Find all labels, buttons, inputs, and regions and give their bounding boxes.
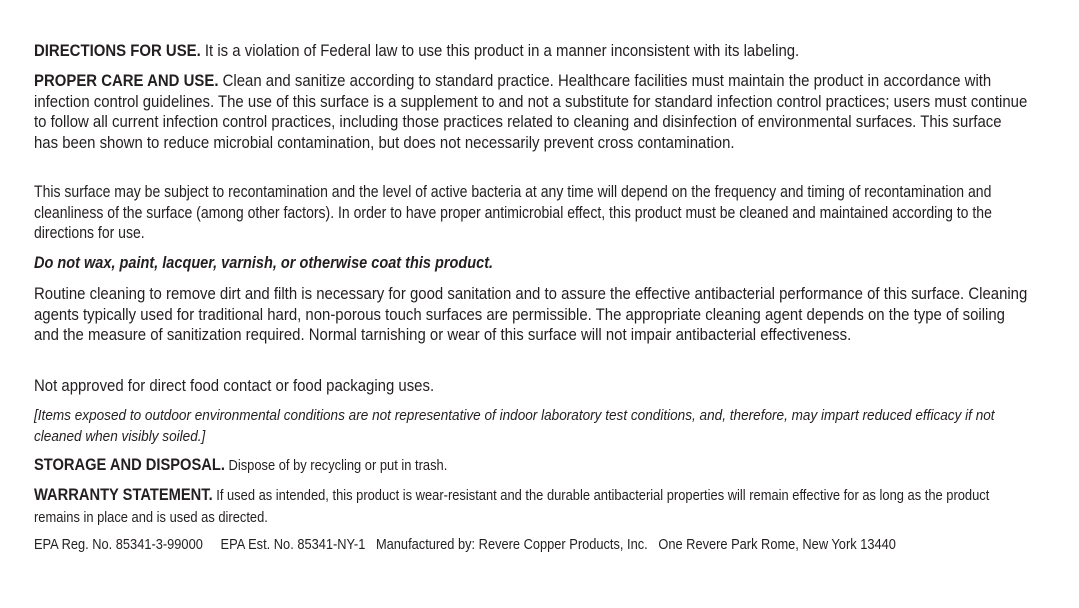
warranty-text: If used as intended, this product is wear-resistant and the durable antibacterial properties will remain effective for as long as the product remains in place and is used as directed. (34, 488, 990, 526)
manufacturer: Manufactured by: Revere Copper Products, Inc. (375, 537, 648, 553)
directions-text: It is a violation of Federal law to use this product in a manner inconsistent with its labeling. (200, 42, 800, 60)
proper-care-heading: PROPER CARE AND USE. (34, 72, 219, 90)
warranty-paragraph (34, 485, 1028, 527)
storage-text: Dispose of by recycling or put in trash. (224, 458, 448, 474)
epa-reg-number: EPA Reg. No. 85341-3-99000 (34, 537, 203, 553)
food-contact-paragraph: Not approved for direct food contact or food packaging uses. (34, 377, 435, 395)
warranty-heading: WARRANTY STATEMENT. (34, 486, 213, 504)
epa-footer (34, 535, 1048, 555)
proper-care-text: Clean and sanitize according to standard practice. Healthcare facilities must maintain the product in accordance with infection control guidelines. The use of this surface is a supplement to and not a substitute for standard infection control practices; users must continue to follow all current infection control practices, including those practices related to cleaning and disinfection of environmental surfaces. This surface has been shown to reduce microbial contamination, but does not necessarily prevent cross contamination. (34, 72, 1028, 152)
epa-est-number: EPA Est. No. 85341-NY-1 (220, 537, 366, 553)
product-label (34, 41, 1028, 555)
directions-paragraph (34, 41, 1028, 62)
storage-paragraph (34, 455, 1028, 476)
routine-cleaning-paragraph: Routine cleaning to remove dirt and filth is necessary for good sanitation and to assure the effective antibacterial performance of this surface. Cleaning agents typically used for traditional hard, non-porous touch surfaces are permissible. The appropriate cleaning agent depends on the type of soiling and the measure of sanitization required. Normal tarnishing or wear of this surface will not impair antibacterial effectiveness. (34, 285, 1028, 344)
no-coating-warning: Do not wax, paint, lacquer, varnish, or otherwise coat this product. (34, 254, 494, 272)
recontamination-paragraph: This surface may be subject to recontamination and the level of active bacteria at any time will depend on the frequency and timing of recontamination and cleanliness of the surface (among other factors). In order to have proper antimicrobial effect, this product must be cleaned and maintained according to the directions for use. (34, 183, 992, 242)
manufacturer-address: One Revere Park Rome, New York 13440 (658, 537, 896, 553)
directions-heading: DIRECTIONS FOR USE. (34, 42, 201, 60)
proper-care-paragraph (34, 71, 1028, 174)
storage-heading: STORAGE AND DISPOSAL. (34, 456, 225, 474)
outdoor-note-paragraph: [Items exposed to outdoor environmental conditions are not representative of indoor laboratory test conditions, and, therefore, may impart reduced efficacy if not cleaned when visibly soiled.] (34, 407, 995, 445)
